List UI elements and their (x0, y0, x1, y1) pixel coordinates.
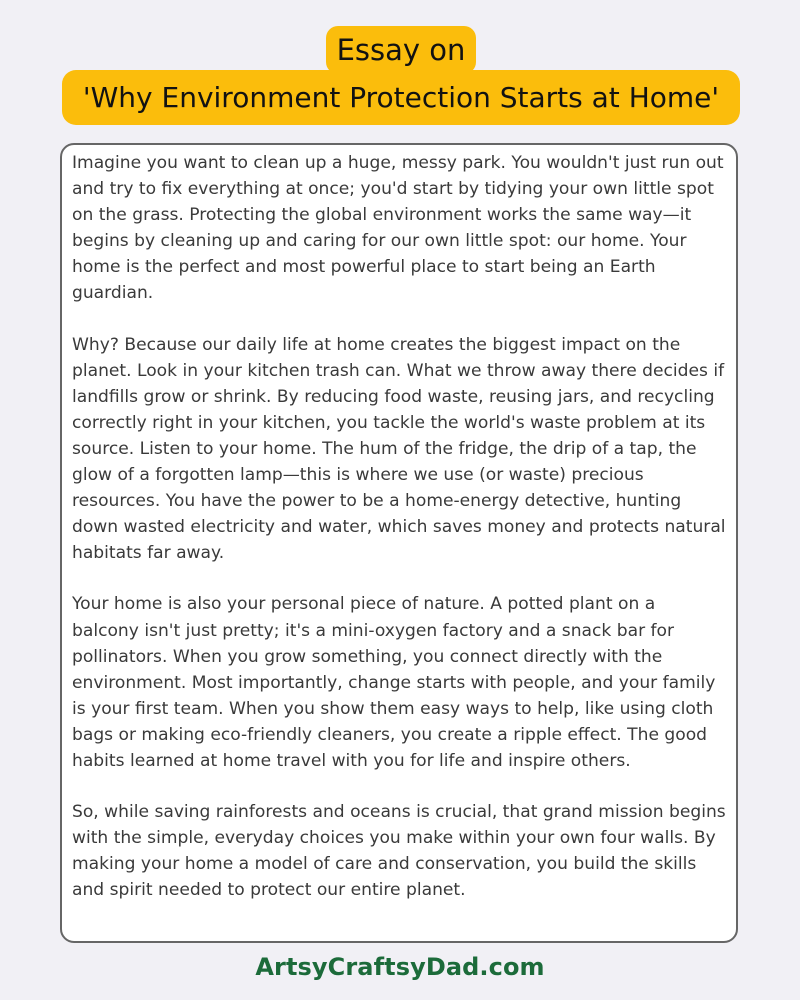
title-header (0, 0, 800, 140)
essay-paragraph-4: So, while saving rainforests and oceans is crucial, that grand mission begins with the simple, everyday choices you make within your own four walls. By making your home a model of care and conservation, you build the skills and spirit needed to protect our entire planet. (72, 802, 726, 901)
essay-paragraph-1: Imagine you want to clean up a huge, messy park. You wouldn't just run out and try to fix everything at once; you'd start by tidying your own little spot on the grass. Protecting the global environment works the same way—it begins by cleaning up and caring for our own little spot: our home. Your home is the perfect and most powerful place to start being an Earth guardian. (72, 153, 724, 304)
essay-paragraph-3: Your home is also your personal piece of nature. A potted plant on a balcony isn't just pretty; it's a mini-oxygen factory and a snack bar for pollinators. When you grow something, you connect directly with the environment. Most importantly, change starts with people, and your family is your first team. When you show them easy ways to help, like using cloth bags or making eco-friendly cleaners, you create a ripple effect. The good habits learned at home travel with you for life and inspire others. (72, 594, 716, 771)
essay-card (60, 143, 738, 943)
essay-label: Essay on (326, 26, 476, 74)
essay-paragraph-2: Why? Because our daily life at home creates the biggest impact on the planet. Look in your kitchen trash can. What we throw away there decides if landfills grow or shrink. By reducing food waste, reusing jars, and recycling correctly right in your kitchen, you tackle the world's waste problem at its source. Listen to your home. The hum of the fridge, the drip of a tap, the glow of a forgotten lamp—this is where we use (or waste) precious resources. You have the power to be a home-energy detective, hunting down wasted electricity and water, which saves money and protects natural habitats far away. (72, 334, 726, 564)
footer-site-link[interactable]: ArtsyCraftsyDad.com (255, 953, 545, 981)
essay-title: 'Why Environment Protection Starts at Home' (62, 70, 740, 125)
